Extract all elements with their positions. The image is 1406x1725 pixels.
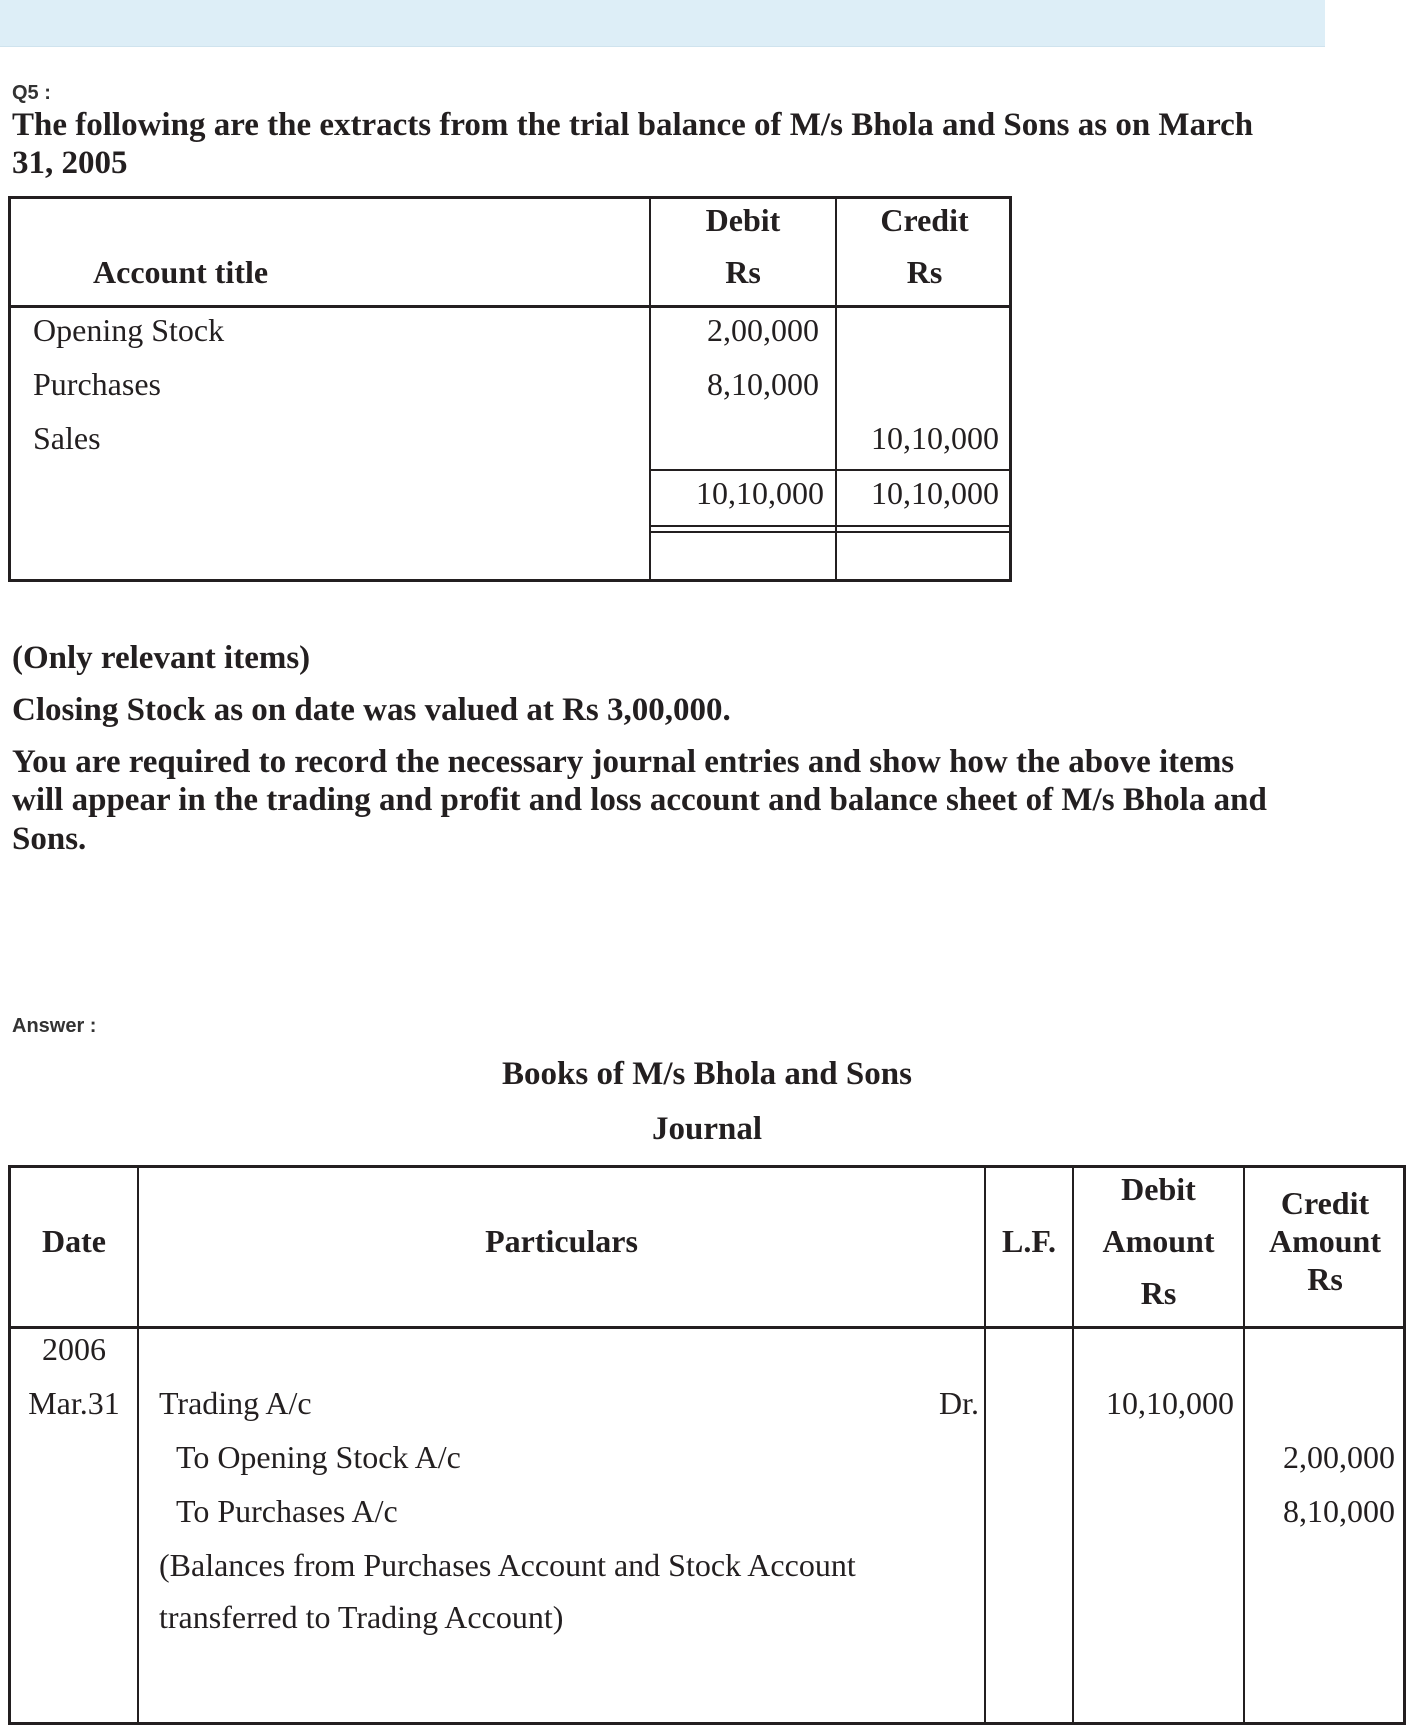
tb-row-account: Sales [33, 420, 101, 456]
journal-debit-account: Trading A/c [159, 1385, 312, 1421]
note-closing-stock: Closing Stock as on date was valued at Rs 3,00,000. [12, 692, 731, 728]
tb-header-debit-unit: Rs [725, 254, 761, 290]
journal-debit-amount: 10,10,000 [1106, 1385, 1234, 1421]
journal-narration-line1: (Balances from Purchases Account and Stock Account [159, 1547, 856, 1583]
tb-total-debit: 10,10,000 [696, 475, 824, 511]
journal-credit-line: To Purchases A/c [176, 1493, 398, 1529]
journal-date: Mar.31 [28, 1385, 120, 1421]
journal-header-particulars: Particulars [485, 1223, 638, 1259]
journal-credit-amount: 8,10,000 [1283, 1493, 1395, 1529]
note-relevant: (Only relevant items) [12, 640, 311, 676]
journal-header-date: Date [42, 1223, 106, 1259]
tb-row-credit: 10,10,000 [871, 420, 999, 456]
journal-header-credit-amount: Amount [1268, 1223, 1381, 1259]
tb-row-debit: 8,10,000 [707, 366, 819, 402]
tb-row-debit: 2,00,000 [707, 312, 819, 348]
tb-header-credit-unit: Rs [906, 254, 943, 290]
journal-credit-line: To Opening Stock A/c [176, 1439, 461, 1475]
journal-header-debit-rs: Rs [1140, 1275, 1177, 1311]
header-bar [0, 0, 1325, 47]
journal-header-credit-rs: Rs [1307, 1261, 1343, 1297]
note-required-line2: will appear in the trading and profit and loss account and balance sheet of M/s Bhola and [12, 782, 1267, 818]
journal-header-credit: Credit [1280, 1185, 1370, 1221]
note-required-line1: You are required to record the necessary journal entries and show how the above items [12, 744, 1235, 780]
tb-row-account: Opening Stock [33, 312, 225, 348]
journal-table [8, 1165, 1406, 1725]
journal-dr-marker: Dr. [939, 1385, 979, 1421]
journal-year: 2006 [42, 1331, 106, 1367]
answer-label: Answer : [12, 1015, 97, 1037]
journal-credit-amount: 2,00,000 [1283, 1439, 1395, 1475]
book-title: Books of M/s Bhola and Sons [502, 1056, 912, 1092]
question-text-line2: 31, 2005 [12, 145, 128, 181]
journal-header-debit-amount: Amount [1102, 1223, 1215, 1259]
trial-balance-table [8, 196, 1012, 582]
journal-header-lf: L.F. [1002, 1223, 1056, 1259]
journal-header-debit: Debit [1121, 1171, 1196, 1207]
tb-header-account: Account title [93, 254, 269, 290]
note-required-line3: Sons. [12, 821, 87, 857]
tb-total-credit: 10,10,000 [871, 475, 999, 511]
question-text-line1: The following are the extracts from the trial balance of M/s Bhola and Sons as on March [12, 107, 1254, 143]
tb-row-account: Purchases [33, 366, 161, 402]
tb-header-debit: Debit [705, 202, 781, 238]
tb-header-credit: Credit [880, 202, 969, 238]
journal-title: Journal [651, 1111, 763, 1147]
question-label: Q5 : [12, 82, 51, 104]
journal-narration-line2: transferred to Trading Account) [159, 1599, 564, 1635]
